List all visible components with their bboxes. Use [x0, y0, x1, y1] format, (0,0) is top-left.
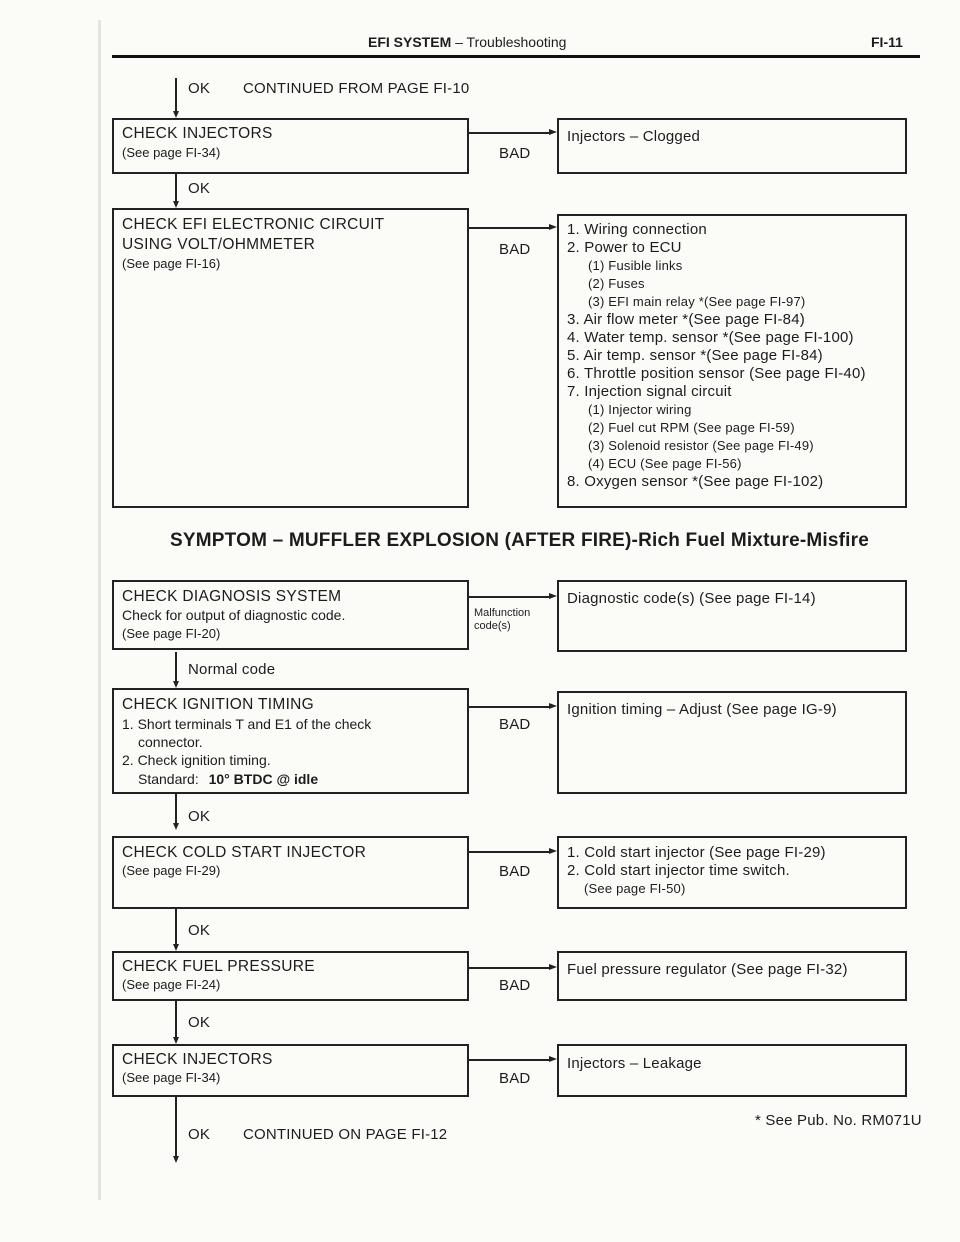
standard-label: Standard:	[138, 771, 199, 787]
flow-line	[469, 706, 549, 708]
check-ignition-timing-box	[112, 688, 469, 794]
ok-label: OK	[188, 1126, 211, 1143]
arrow-down-icon	[173, 1156, 179, 1163]
arrow-right-icon	[549, 848, 557, 854]
bad-label: BAD	[499, 977, 531, 994]
step-title: CHECK EFI ELECTRONIC CIRCUIT	[122, 216, 385, 233]
check-cold-start-injector-box	[112, 836, 469, 909]
flow-line	[469, 132, 549, 134]
step-ref: (See page FI-20)	[122, 626, 221, 641]
result-text: Ignition timing – Adjust (See page IG-9)	[567, 701, 837, 718]
flow-line	[175, 652, 177, 682]
flow-line	[469, 227, 549, 229]
result-subitem: (3) EFI main relay *(See page FI-97)	[588, 294, 806, 309]
check-diagnosis-box	[112, 580, 469, 650]
arrow-right-icon	[549, 129, 557, 135]
malfunction-label-2: code(s)	[474, 620, 511, 632]
bad-label: BAD	[499, 145, 531, 162]
result-subitem: (2) Fuel cut RPM (See page FI-59)	[588, 420, 795, 435]
bad-label: BAD	[499, 716, 531, 733]
page-header-title	[368, 34, 566, 50]
step-title-2: USING VOLT/OHMMETER	[122, 236, 316, 253]
step-title: CHECK COLD START INJECTOR	[122, 844, 367, 861]
arrow-down-icon	[173, 823, 179, 830]
flow-line	[175, 794, 177, 824]
result-subitem: (See page FI-50)	[584, 881, 686, 896]
result-item: 4. Water temp. sensor *(See page FI-100)	[567, 329, 854, 346]
flow-line	[469, 851, 549, 853]
result-item: 2. Cold start injector time switch.	[567, 862, 790, 879]
result-subitem: (1) Fusible links	[588, 258, 683, 273]
check-efi-circuit-box	[112, 208, 469, 508]
arrow-right-icon	[549, 964, 557, 970]
step-title: CHECK INJECTORS	[122, 1051, 273, 1068]
header-rule	[112, 55, 920, 58]
flow-line	[469, 967, 549, 969]
arrow-down-icon	[173, 1037, 179, 1044]
arrow-down-icon	[173, 111, 179, 118]
continued-from-text: CONTINUED FROM PAGE FI-10	[243, 80, 470, 97]
result-list	[567, 221, 866, 491]
result-box	[557, 214, 907, 508]
step-ref: (See page FI-24)	[122, 977, 221, 992]
step-ref: (See page FI-34)	[122, 1070, 221, 1085]
result-text: Injectors – Leakage	[567, 1055, 702, 1072]
result-subitem: (3) Solenoid resistor (See page FI-49)	[588, 438, 814, 453]
result-subitem: (2) Fuses	[588, 276, 645, 291]
result-box	[557, 1044, 907, 1097]
step-text: 2. Check ignition timing.	[122, 752, 271, 768]
header-subsection: Troubleshooting	[466, 34, 567, 50]
bad-label: BAD	[499, 863, 531, 880]
malfunction-label: Malfunction	[474, 607, 531, 619]
arrow-right-icon	[549, 224, 557, 230]
check-injectors-box	[112, 118, 469, 174]
header-section: EFI SYSTEM	[368, 34, 452, 50]
result-box	[557, 691, 907, 794]
result-text: Injectors – Clogged	[567, 128, 701, 145]
symptom-heading: SYMPTOM – MUFFLER EXPLOSION (AFTER FIRE)-Rich Fuel Mixture-Misfire	[170, 530, 869, 551]
result-list	[567, 844, 826, 898]
arrow-down-icon	[173, 681, 179, 688]
step-title: CHECK INJECTORS	[122, 125, 273, 142]
step-title: CHECK IGNITION TIMING	[122, 696, 315, 713]
result-box	[557, 118, 907, 174]
arrow-down-icon	[173, 201, 179, 208]
check-injectors-leakage-box	[112, 1044, 469, 1097]
ok-label: OK	[188, 808, 211, 825]
flow-line	[175, 1001, 177, 1038]
result-subitem: (1) Injector wiring	[588, 402, 692, 417]
check-fuel-pressure-box	[112, 951, 469, 1001]
standard-spec	[138, 771, 318, 787]
result-item: 7. Injection signal circuit	[567, 383, 732, 400]
flow-line	[175, 78, 177, 112]
footnote: * See Pub. No. RM071U	[755, 1112, 922, 1129]
ok-label: OK	[188, 80, 211, 97]
result-box	[557, 836, 907, 909]
result-item: 6. Throttle position sensor (See page FI-40)	[567, 365, 866, 382]
step-ref: (See page FI-34)	[122, 145, 221, 160]
result-item: 5. Air temp. sensor *(See page FI-84)	[567, 347, 823, 364]
result-item: 1. Wiring connection	[567, 221, 707, 238]
flow-line	[175, 909, 177, 945]
arrow-right-icon	[549, 1056, 557, 1062]
continued-on-text: CONTINUED ON PAGE FI-12	[243, 1126, 448, 1143]
step-text: 1. Short terminals T and E1 of the check	[122, 716, 372, 732]
flow-line	[175, 1097, 177, 1157]
step-text: connector.	[138, 734, 203, 750]
flow-line	[469, 1059, 549, 1061]
result-item: 2. Power to ECU	[567, 239, 682, 256]
arrow-right-icon	[549, 593, 557, 599]
result-item: 1. Cold start injector (See page FI-29)	[567, 844, 826, 861]
step-title: CHECK DIAGNOSIS SYSTEM	[122, 588, 342, 605]
header-dash: –	[451, 34, 467, 50]
result-text: Fuel pressure regulator (See page FI-32)	[567, 961, 848, 978]
flow-line	[175, 174, 177, 202]
result-item: 8. Oxygen sensor *(See page FI-102)	[567, 473, 824, 490]
result-box	[557, 580, 907, 652]
step-ref: (See page FI-16)	[122, 256, 221, 271]
result-text: Diagnostic code(s) (See page FI-14)	[567, 590, 816, 607]
step-title: CHECK FUEL PRESSURE	[122, 958, 315, 975]
result-item: 3. Air flow meter *(See page FI-84)	[567, 311, 805, 328]
ok-label: OK	[188, 180, 211, 197]
step-ref: (See page FI-29)	[122, 863, 221, 878]
arrow-right-icon	[549, 703, 557, 709]
step-text: Check for output of diagnostic code.	[122, 607, 346, 623]
arrow-down-icon	[173, 944, 179, 951]
normal-code-label: Normal code	[188, 661, 276, 678]
bad-label: BAD	[499, 1070, 531, 1087]
result-box	[557, 951, 907, 1001]
ok-label: OK	[188, 922, 211, 939]
bad-label: BAD	[499, 241, 531, 258]
result-subitem: (4) ECU (See page FI-56)	[588, 456, 742, 471]
flow-line	[469, 596, 549, 598]
page-number: FI-11	[871, 34, 903, 50]
ok-label: OK	[188, 1014, 211, 1031]
standard-value: 10° BTDC @ idle	[208, 771, 319, 787]
page-edge-shadow	[98, 20, 101, 1200]
